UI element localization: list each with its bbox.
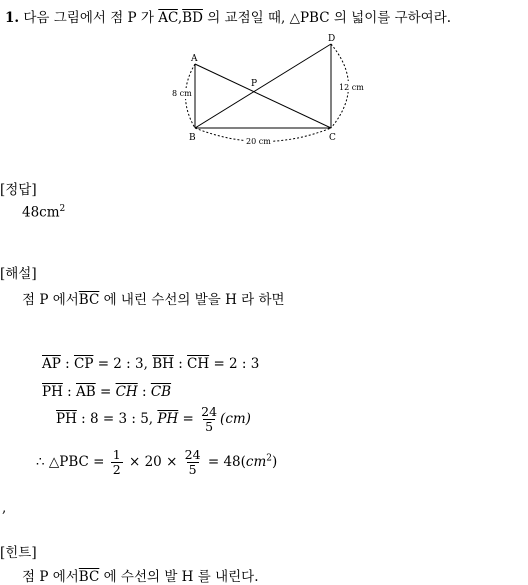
equals: =	[95, 384, 116, 400]
colon: :	[62, 384, 76, 400]
seg-ap: $\overline{AP}$	[42, 356, 61, 372]
denominator: 5	[205, 419, 214, 434]
answer-number: 48cm	[22, 204, 60, 221]
seg-ab: $\overline{AB}$	[76, 384, 96, 400]
answer-exponent: 2	[59, 204, 66, 214]
numerator: 1	[112, 447, 121, 462]
unit-exponent: 2	[266, 453, 273, 464]
colon: :	[137, 384, 151, 400]
ratio-2: = 2 : 3	[209, 356, 260, 372]
segment-bc-ref: $\overline{BC}$	[78, 292, 100, 308]
label-p: P	[251, 79, 258, 89]
label-d: D	[328, 34, 336, 44]
fraction-24-5	[200, 405, 218, 434]
label-b: B	[189, 133, 196, 143]
equation-line-2	[42, 384, 171, 400]
equals: =	[178, 411, 199, 427]
equation-line-1	[42, 356, 259, 372]
close-paren: )	[272, 454, 278, 470]
numerator: 24	[184, 447, 201, 462]
solution-heading: [해설]	[0, 266, 37, 282]
hint-text-b: 에 수선의 발 H 를 내린다.	[99, 569, 259, 585]
result-text: = 48(	[203, 454, 246, 470]
fraction-24-5	[184, 448, 202, 477]
hint-text	[22, 565, 259, 585]
length-ab: 8 cm	[172, 89, 192, 98]
solution-intro-b: 에 내린 수선의 발을 H 라 하면	[99, 292, 285, 308]
seg-ph: $\overline{PH}$	[56, 411, 77, 427]
numerator: 24	[201, 404, 218, 419]
solution-intro-a: 점 P 에서	[22, 292, 79, 308]
unit-cm: cm	[245, 454, 267, 470]
hint-heading: [힌트]	[0, 545, 37, 561]
problem-text-b: 의 교점일 때, △PBC 의 넓이를 구하여라.	[202, 10, 452, 26]
equation-line-3	[56, 405, 251, 434]
problem-text-a: 다음 그림에서 점 P 가	[23, 10, 159, 26]
segment-bd: $\overline{BD}$	[182, 10, 203, 26]
answer-heading: [정답]	[0, 182, 37, 198]
denominator: 5	[188, 462, 197, 477]
seg-ph: $\overline{PH}$	[42, 384, 63, 400]
ratio-text: : 8 = 3 : 5,	[76, 411, 158, 427]
seg-ch-italic: $\overline{CH}$	[115, 384, 138, 400]
unit-cm: (cm)	[220, 411, 251, 427]
fraction-1-2	[111, 448, 123, 477]
seg-cp: $\overline{CP}$	[73, 356, 94, 372]
segment-bc-ref: $\overline{BC}$	[78, 569, 100, 585]
ratio-1: = 2 : 3,	[93, 356, 153, 372]
geometry-figure	[0, 0, 528, 160]
seg-cb-italic: $\overline{CB}$	[150, 384, 172, 400]
segment-ac: $\overline{AC}$	[158, 10, 178, 26]
answer-value	[22, 204, 65, 221]
stray-comma: ,	[2, 500, 7, 516]
seg-ph-italic: $\overline{PH}$	[157, 411, 179, 427]
colon: :	[60, 356, 74, 372]
denominator: 2	[112, 462, 121, 477]
label-a: A	[191, 54, 198, 64]
segment-bd-line	[195, 44, 331, 128]
hint-text-a: 점 P 에서	[22, 569, 79, 585]
seg-bh: $\overline{BH}$	[152, 356, 174, 372]
colon: :	[173, 356, 188, 372]
seg-ch: $\overline{CH}$	[187, 356, 210, 372]
length-bc: 20 cm	[246, 137, 271, 146]
product-text: × 20 ×	[124, 454, 182, 470]
solution-intro	[22, 288, 285, 308]
label-c: C	[329, 133, 336, 143]
problem-comma: ,	[177, 10, 183, 26]
therefore-area: ∴ △PBC =	[36, 454, 109, 470]
segment-ac-line	[195, 64, 331, 128]
equation-line-4	[36, 448, 277, 477]
length-dc: 12 cm	[339, 83, 364, 92]
problem-number: 1.	[5, 10, 20, 26]
